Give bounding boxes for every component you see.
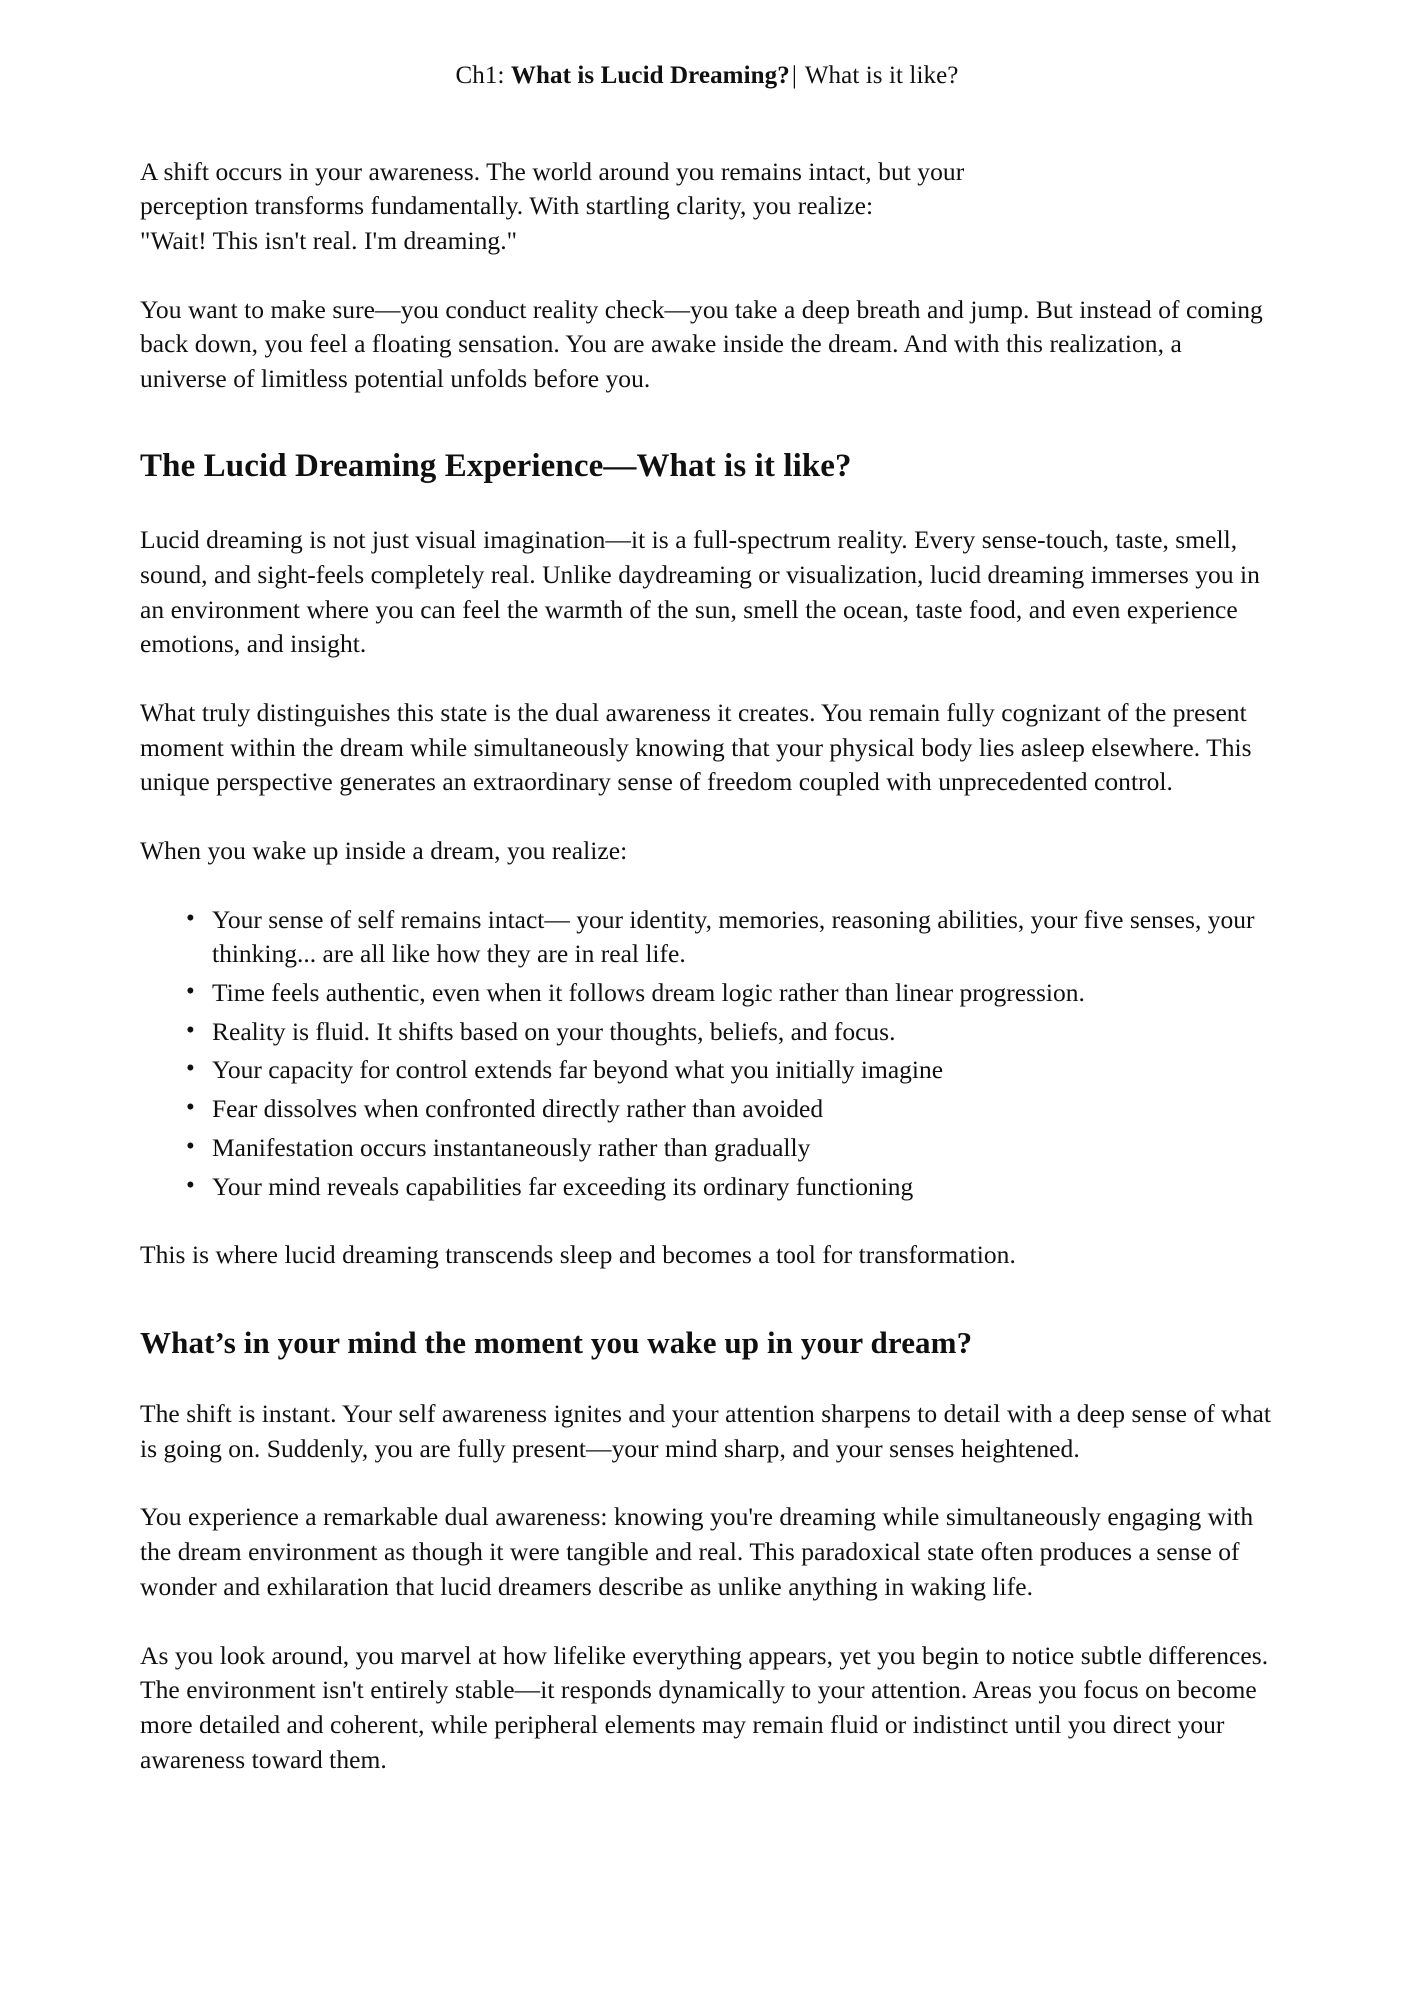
heading-whats-in-your-mind: What’s in your mind the moment you wake up in your dream? — [140, 1324, 973, 1360]
list-item: • Time feels authentic, even when it follows dream logic rather than linear progression. — [186, 976, 1274, 1011]
realization-list — [140, 903, 1274, 1204]
paragraph-shift-instant: The shift is instant. Your self awareness ignites and your attention sharpens to detail with a deep sense of what is going on. Suddenly, you are fully present—your mind sharp, and your senses heightened. — [140, 1399, 1271, 1463]
list-item: • Your capacity for control extends far beyond what you initially imagine — [186, 1053, 1274, 1088]
paragraph-environment-stability: As you look around, you marvel at how lifelike everything appears, yet you begin to notice subtle differences. The environment isn't entirely stable—it responds dynamically to your attention. Areas you focus on become more detailed and coherent, while peripheral elements may remain fluid or indistinct until you direct your awareness toward them. — [140, 1640, 1269, 1774]
list-item: • Fear dissolves when confronted directly rather than avoided — [186, 1092, 1274, 1127]
paragraph-paradoxical-state: You experience a remarkable dual awareness: knowing you're dreaming while simultaneously engaging with the dream environment as though it were tangible and real. This paradoxical state often produces a sense of wonder and exhilaration that lucid dreamers describe as unlike anything in waking life. — [140, 1502, 1254, 1601]
paragraph-intro-line-1: A shift occurs in your awareness. The world around you remains intact, but your — [140, 156, 965, 186]
running-header — [140, 60, 1274, 93]
paragraph-intro — [140, 155, 1274, 259]
paragraph-intro-line-3: "Wait! This isn't real. I'm dreaming." — [140, 225, 518, 255]
paragraph-transformation: This is where lucid dreaming transcends sleep and becomes a tool for transformation. — [140, 1240, 1016, 1270]
list-item: • Manifestation occurs instantaneously rather than gradually — [186, 1131, 1274, 1166]
header-chapter-title: What is Lucid Dreaming? — [510, 62, 790, 89]
paragraph-realize-lead-in: When you wake up inside a dream, you realize: — [140, 836, 628, 866]
heading-lucid-dreaming-experience: The Lucid Dreaming Experience—What is it like? — [140, 447, 852, 484]
list-item: • Reality is fluid. It shifts based on your thoughts, beliefs, and focus. — [186, 1015, 1274, 1050]
paragraph-reality-check: You want to make sure—you conduct reality check—you take a deep breath and jump. But instead of coming back down, you feel a floating sensation. You are awake inside the dream. And with this realization, a universe of limitless potential unfolds before you. — [140, 294, 1263, 393]
paragraph-intro-line-2: perception transforms fundamentally. With startling clarity, you realize: — [140, 191, 874, 221]
list-item: • Your sense of self remains intact— your identity, memories, reasoning abilities, your five senses, your thinking... are all like how they are in real life. — [186, 903, 1274, 972]
list-item: • Your mind reveals capabilities far exceeding its ordinary functioning — [186, 1170, 1274, 1205]
paragraph-full-spectrum: Lucid dreaming is not just visual imagination—it is a full-spectrum reality. Every sense-touch, taste, smell, sound, and sight-feels completely real. Unlike daydreaming or visualization, lucid dreaming immerses you in an environment where you can feel the warmth of the sun, smell the ocean, taste food, and even experience emotions, and insight. — [140, 525, 1260, 659]
header-section-title: What is it like? — [804, 62, 959, 89]
header-chapter-label: Ch1: — [455, 62, 505, 89]
header-separator: | — [791, 62, 797, 89]
paragraph-dual-awareness: What truly distinguishes this state is the dual awareness it creates. You remain fully cognizant of the present moment within the dream while simultaneously knowing that your physical body lies asleep elsewhere. This unique perspective generates an extraordinary sense of freedom coupled with unprecedented control. — [140, 698, 1252, 797]
